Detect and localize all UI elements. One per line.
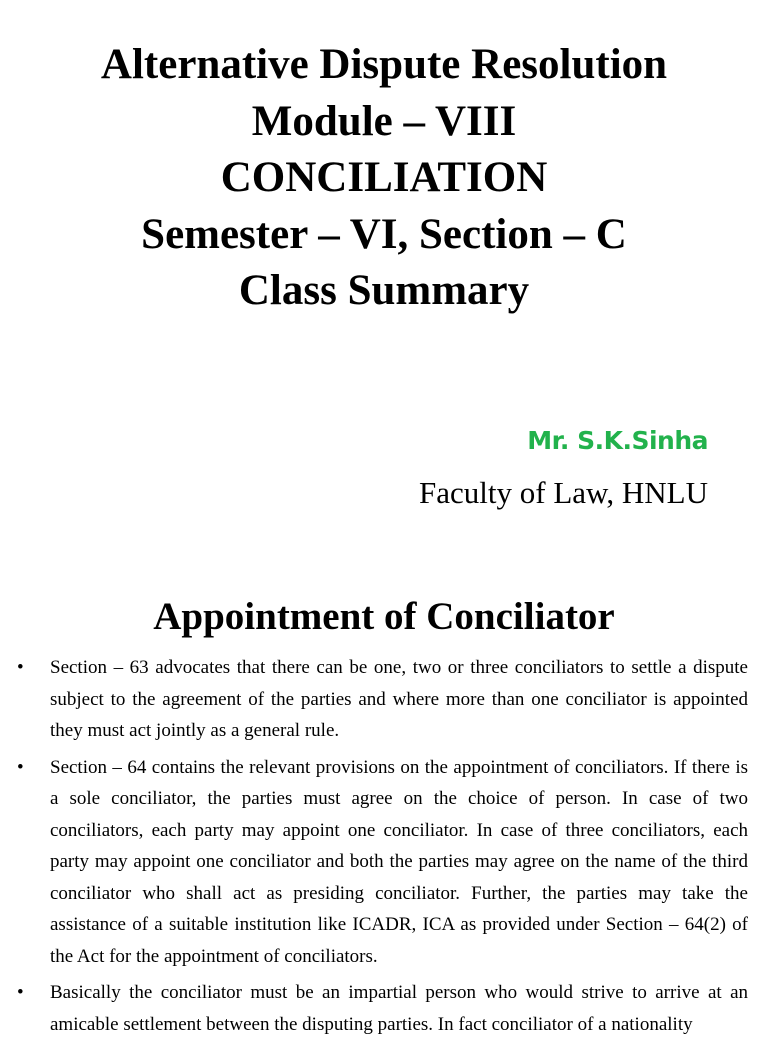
- author-affiliation: Faculty of Law, HNLU: [419, 475, 708, 510]
- bullet-dot-icon: •: [17, 657, 24, 678]
- content-heading: Appointment of Conciliator: [153, 595, 615, 638]
- bullet-text: Section – 63 advocates that there can be one, two or three conciliators to settle a dispute subject to the agreement of the parties and where more than one conciliator is appointed they must act jointly as a general rule.: [50, 657, 748, 741]
- bullet-dot-icon: •: [17, 756, 24, 778]
- bullet-list: [0, 652, 768, 1045]
- title-line-module: Module – VIII: [251, 97, 517, 145]
- bullet-item: [0, 977, 768, 1040]
- content-slide: [0, 560, 768, 1035]
- bullet-item: [0, 752, 768, 973]
- title-line-semester: Semester – VI, Section – C: [141, 210, 627, 258]
- bullet-dot-icon: •: [17, 982, 24, 1003]
- author-name: Mr. S.K.Sinha: [527, 426, 708, 455]
- title-line-topic: CONCILIATION: [220, 154, 548, 201]
- bullet-text: Section – 64 contains the relevant provisions on the appointment of conciliators. If there is a sole conciliator, the parties must agree on the choice of person. In case of two conciliators, each party may appoint one conciliator. In case of three conciliators, each party may appoint one conciliator and both the parties may agree on the name of the third conciliator who shall act as presiding conciliator. Further, the parties may take the assistance of a suitable institution like ICADR, ICA as provided under Section – 64(2) of the Act for the appointment of conciliators.: [50, 756, 748, 967]
- title-line-summary: Class Summary: [238, 267, 530, 314]
- title-line-course: Alternative Dispute Resolution: [100, 41, 668, 88]
- bullet-item: [0, 652, 768, 747]
- bullet-text: Basically the conciliator must be an impartial person who would strive to arrive at an amicable settlement between the disputing parties. In fact conciliator of a nationality: [50, 982, 748, 1035]
- slide-title: [0, 37, 768, 320]
